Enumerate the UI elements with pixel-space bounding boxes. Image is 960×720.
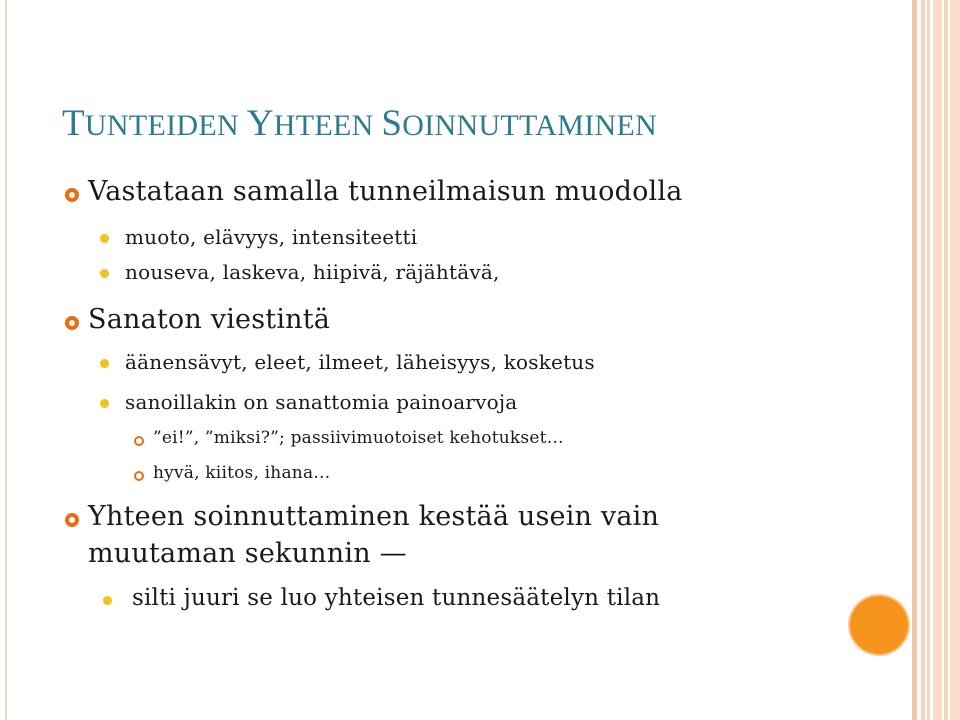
- bullet-level2: muoto, elävyys, intensiteetti: [125, 225, 418, 249]
- bullet-level2: silti juuri se luo yhteisen tunnesäätelyn tilan: [132, 585, 661, 611]
- bullet-dot-icon: [100, 359, 109, 368]
- bullet-dot-icon: [100, 399, 109, 408]
- bullet-ring-icon: [65, 188, 79, 202]
- bullet-ring-icon: [65, 316, 79, 330]
- left-border-rule: [5, 0, 7, 720]
- right-border-stripe: [912, 0, 917, 720]
- right-border-stripe: [944, 0, 948, 720]
- bullet-level1: Vastataan samalla tunneilmaisun muodolla: [88, 176, 683, 207]
- bullet-level2: sanoillakin on sanattomia painoarvoja: [125, 390, 518, 414]
- slide-title: TUNTEIDEN YHTEEN SOINNUTTAMINEN: [62, 103, 658, 144]
- bullet-level3: hyvä, kiitos, ihana…: [153, 463, 331, 483]
- bullet-ring-icon: [134, 436, 144, 446]
- bullet-ring-icon: [65, 513, 79, 527]
- bullet-level3: ”ei!”, ”miksi?”; passiivimuotoiset kehotukset…: [153, 428, 564, 448]
- bullet-level1-continuation: muutaman sekunnin —: [88, 538, 407, 569]
- bullet-level2: äänensävyt, eleet, ilmeet, läheisyys, kosketus: [125, 350, 595, 374]
- bullet-level1: Yhteen soinnuttaminen kestää usein vain: [88, 501, 660, 532]
- bullet-level2: nouseva, laskeva, hiipivä, räjähtävä,: [125, 260, 500, 284]
- right-border-stripe: [927, 0, 930, 720]
- right-border-stripe: [933, 0, 942, 720]
- bullet-level1: Sanaton viestintä: [88, 304, 331, 335]
- right-border-stripe: [950, 0, 960, 720]
- right-border-stripe: [921, 0, 925, 720]
- bullet-dot-icon: [100, 234, 109, 243]
- bullet-dot-icon: [100, 269, 109, 278]
- bullet-dot-icon: [103, 596, 112, 605]
- bullet-ring-icon: [134, 471, 144, 481]
- accent-circle: [850, 596, 908, 654]
